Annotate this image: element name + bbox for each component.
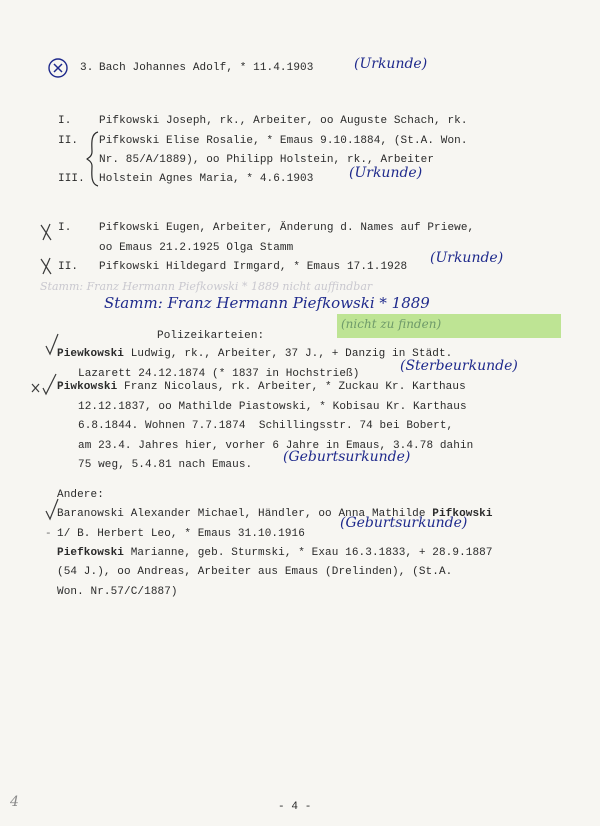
other-entry-3-name: Piefkowski	[57, 547, 125, 559]
corner-number: 4	[10, 794, 19, 810]
police-entry-2-line-2: 12.12.1837, oo Mathilde Piastowski, * Kobisau Kr. Karthaus	[78, 401, 467, 413]
circled-x-mark	[47, 57, 69, 79]
police-entry-1-line-2: Lazarett 24.12.1874 (* 1837 in Hochstrieß)	[78, 368, 360, 380]
entry-3-prefix: 3.	[80, 62, 94, 74]
other-entry-3-rest: Marianne, geb. Sturmski, * Exau 16.3.1833, + 28.9.1887	[124, 547, 493, 559]
police-entry-2-note: (Geburtsurkunde)	[283, 449, 411, 465]
other-entry-1-text: Baranowski Alexander Michael, Händler, oo Anna Mathilde	[57, 508, 433, 520]
eugen-line-2: oo Emaus 21.2.1925 Olga Stamm	[99, 242, 294, 254]
page-number: - 4 -	[278, 801, 312, 813]
family-line-4-num: III.	[58, 173, 85, 185]
other-heading: Andere:	[57, 489, 104, 501]
eugen-line-3: Pifkowski Hildegard Irmgard, * Emaus 17.1.1928	[99, 261, 408, 273]
other-entry-5: Won. Nr.57/C/1887)	[57, 586, 178, 598]
police-heading: Polizeikarteien:	[157, 330, 265, 342]
family-line-4: Holstein Agnes Maria, * 4.6.1903	[99, 173, 314, 185]
police-entry-2-line-4: am 23.4. Jahres hier, vorher 6 Jahre in Emaus, 3.4.78 dahin	[78, 440, 474, 452]
police-entry-2-line-5: 75 weg, 5.4.81 nach Emaus.	[78, 459, 253, 471]
x-check-mark	[30, 372, 58, 396]
other-entry-2: 1/ B. Herbert Leo, * Emaus 31.10.1916	[57, 528, 305, 540]
entry-3-text: Bach Johannes Adolf, * 11.4.1903	[99, 62, 314, 74]
family-line-4-note: (Urkunde)	[349, 165, 423, 181]
family-line-1: Pifkowski Joseph, rk., Arbeiter, oo Auguste Schach, rk.	[99, 115, 468, 127]
other-entry-1-name: Pifkowski	[432, 508, 493, 520]
eugen-line-3-num: II.	[58, 261, 79, 273]
family-line-3: Nr. 85/A/1889), oo Philipp Holstein, rk., Arbeiter	[99, 154, 435, 166]
stamm-note: Stamm: Franz Hermann Piefkowski * 1889	[104, 294, 430, 312]
police-entry-2-line-3: 6.8.1844. Wohnen 7.7.1874 Schillingsstr. 74 bei Bobert,	[78, 420, 454, 432]
family-line-1-num: I.	[58, 115, 72, 127]
other-entry-3	[57, 547, 493, 559]
highlight-note: (nicht zu finden)	[341, 317, 442, 331]
check-x-mark	[39, 222, 53, 242]
police-entry-1-rest: Ludwig, rk., Arbeiter, 37 J., + Danzig in Städt.	[124, 348, 453, 360]
family-line-2: Pifkowski Elise Rosalie, * Emaus 9.10.1884, (St.A. Won.	[99, 135, 468, 147]
dash-mark: -	[45, 528, 52, 540]
other-entry-2-note: (Geburtsurkunde)	[340, 515, 468, 531]
eugen-line-3-note: (Urkunde)	[430, 250, 504, 266]
faint-handwriting-line: Stamm: Franz Hermann Piefkowski * 1889 nicht auffindbar	[40, 280, 373, 293]
check-x-mark	[39, 256, 53, 276]
family-line-2-num: II.	[58, 135, 79, 147]
brace-mark	[86, 130, 100, 188]
eugen-line-1-num: I.	[58, 222, 72, 234]
other-entry-4: (54 J.), oo Andreas, Arbeiter aus Emaus (Drelinden), (St.A.	[57, 566, 453, 578]
police-entry-1-name: Piewkowski	[57, 348, 125, 360]
police-entry-2-name: Piwkowski	[57, 381, 118, 393]
entry-3-note: (Urkunde)	[354, 56, 428, 72]
police-entry-1-note: (Sterbeurkunde)	[400, 358, 518, 374]
police-entry-2-rest: Franz Nicolaus, rk. Arbeiter, * Zuckau Kr. Karthaus	[117, 381, 466, 393]
police-entry-2	[57, 381, 466, 393]
police-entry-1	[57, 348, 452, 360]
eugen-line-1: Pifkowski Eugen, Arbeiter, Änderung d. Names auf Priewe,	[99, 222, 475, 234]
